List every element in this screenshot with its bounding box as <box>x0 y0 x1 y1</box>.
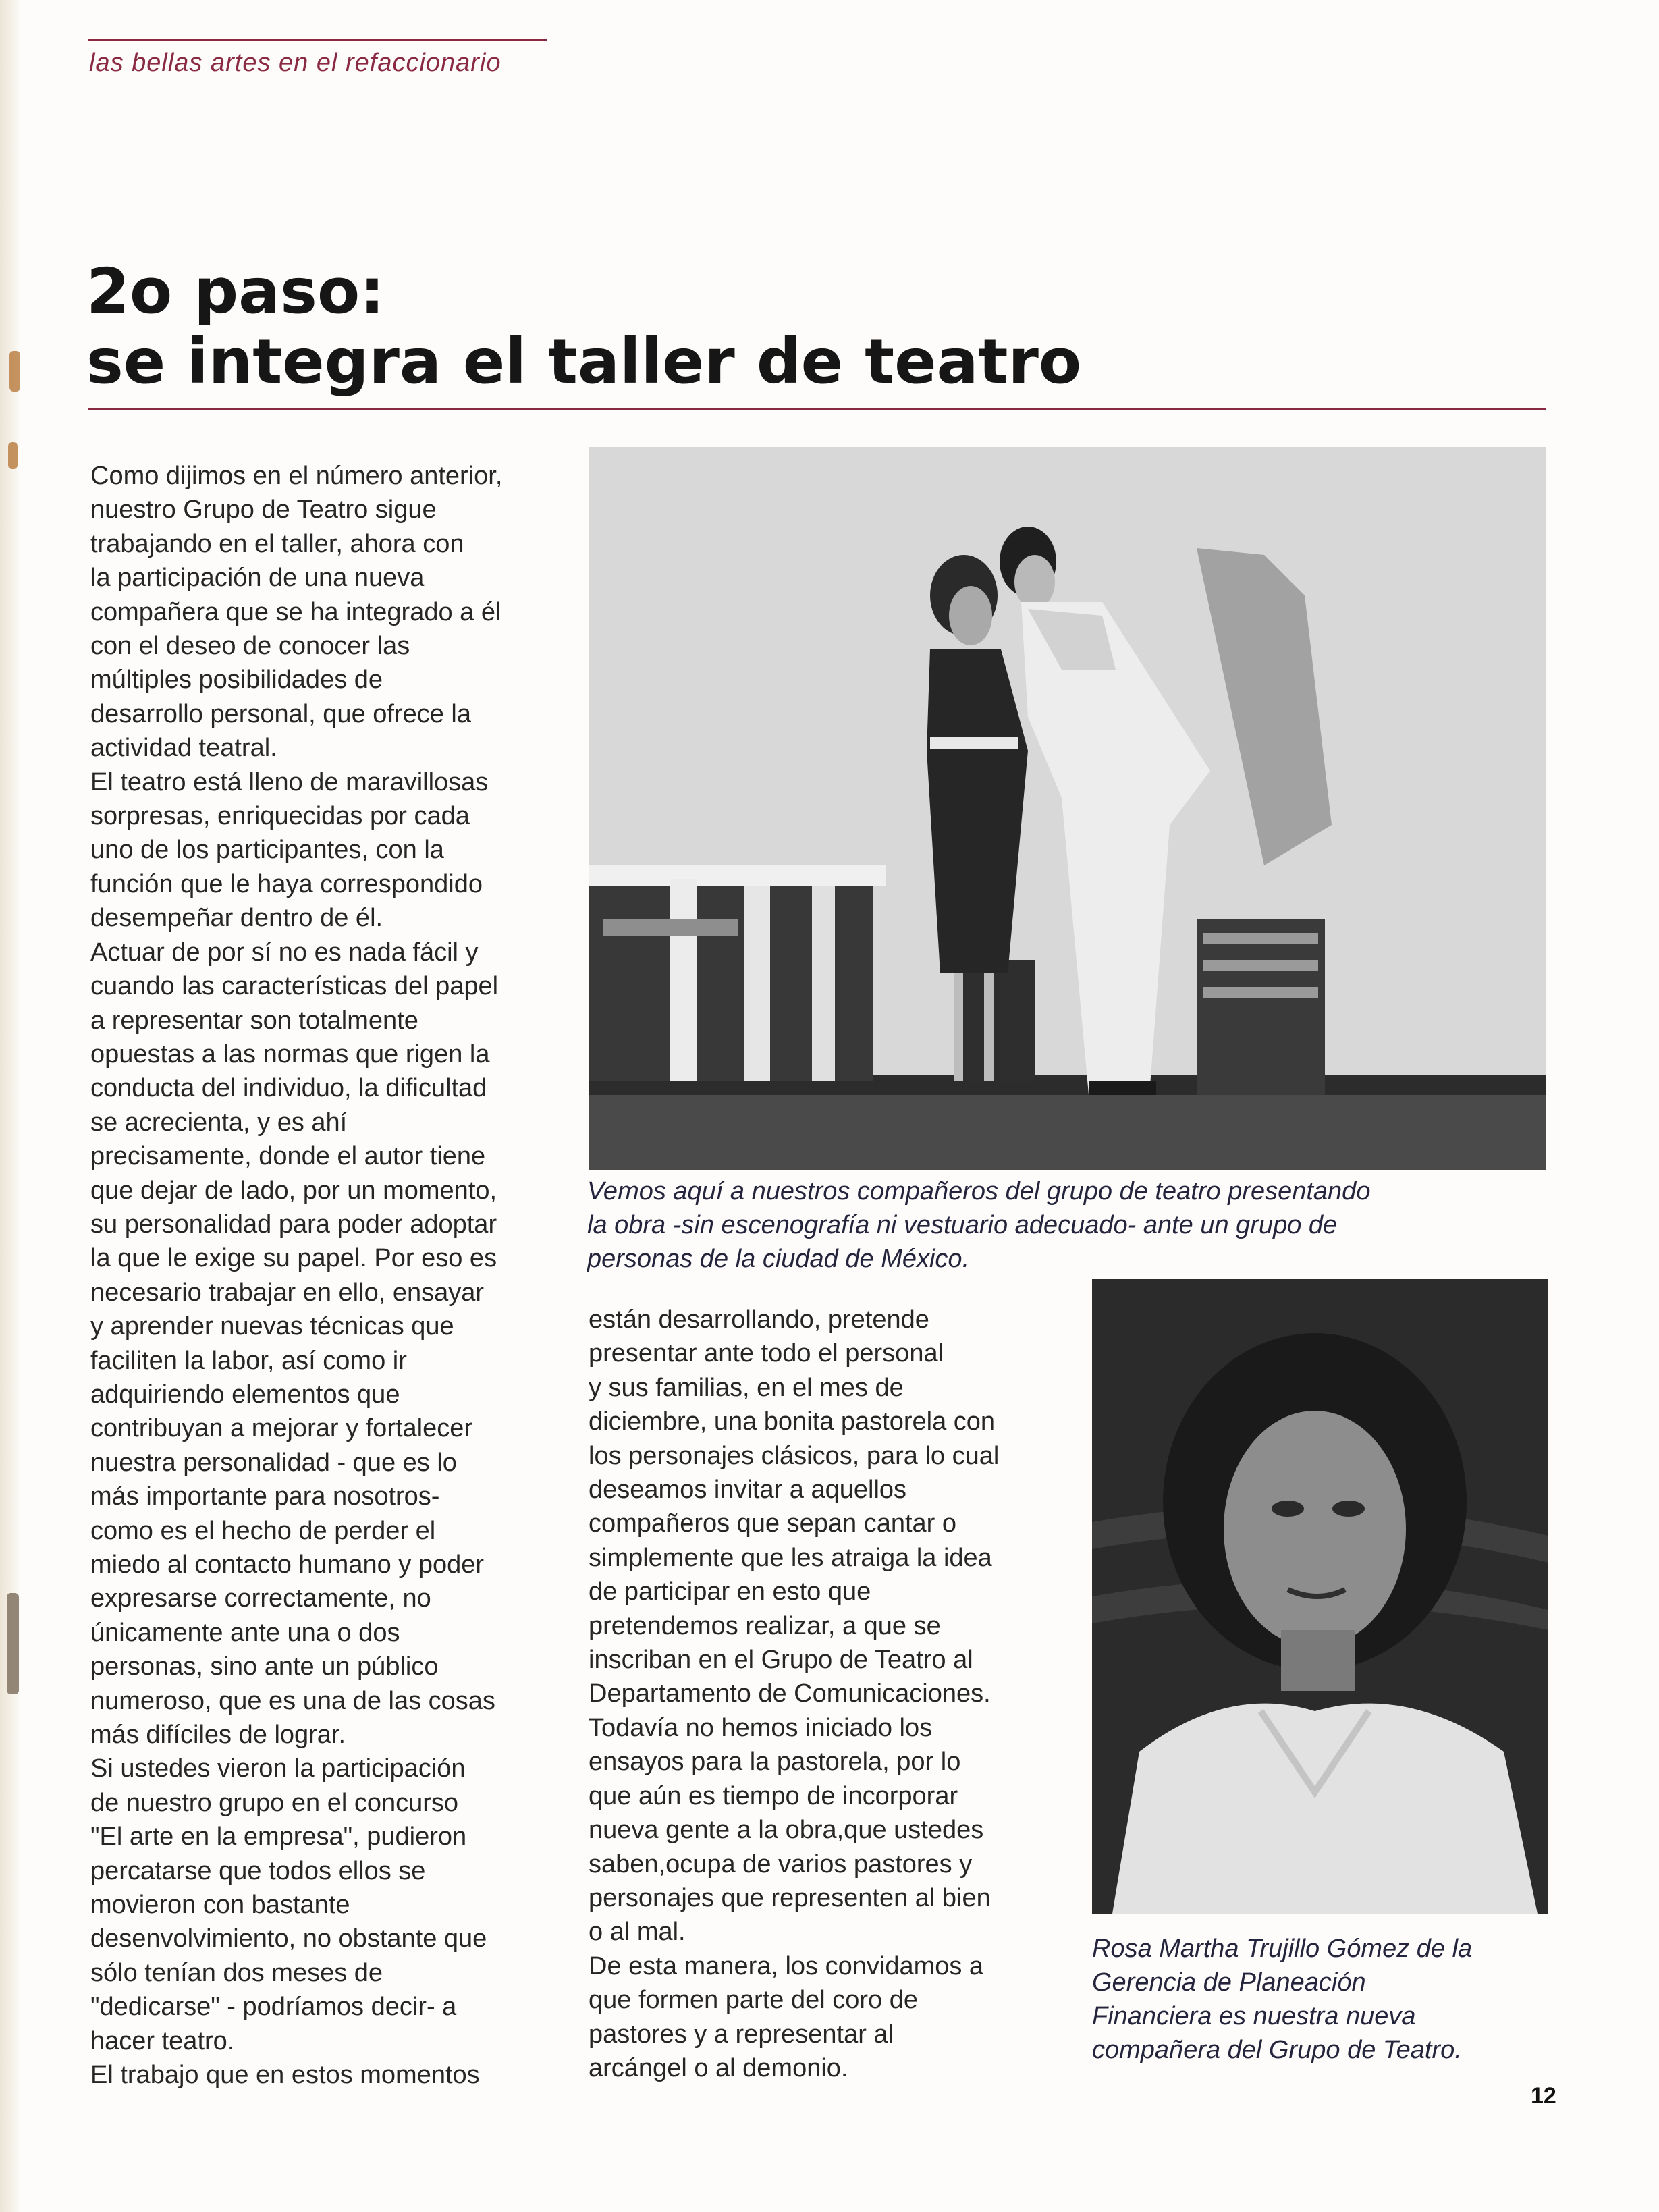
text-line: expresarse correctamente, no <box>90 1584 431 1613</box>
theater-stage-photo <box>589 447 1546 1170</box>
text-line: movieron con bastante <box>90 1891 350 1920</box>
text-line: simplemente que les atraiga la idea <box>589 1543 992 1572</box>
text-line: y aprender nuevas técnicas que <box>90 1312 454 1341</box>
text-line: que formen parte del coro de <box>589 1986 918 2015</box>
text-line: sorpresas, enriquecidas por cada <box>90 802 470 831</box>
text-line: pastores y a representar al <box>589 2020 894 2049</box>
text-line: Como dijimos en el número anterior, <box>90 462 503 490</box>
article-column-2 <box>589 1303 1061 2085</box>
text-line: El teatro está lleno de maravillosas <box>90 767 489 797</box>
text-line: su personalidad para poder adoptar <box>90 1210 497 1239</box>
text-line: miedo al contacto humano y poder <box>90 1550 485 1579</box>
text-line: cuando las características del papel <box>90 972 499 1001</box>
text-line: únicamente ante una o dos <box>90 1618 400 1647</box>
text-line: los personajes clásicos, para lo cual <box>589 1441 1000 1470</box>
article-column-1 <box>90 459 556 2093</box>
text-line: como es el hecho de perder el <box>90 1516 436 1545</box>
text-line: precisamente, donde el autor tiene <box>90 1142 486 1171</box>
text-line: deseamos invitar a aquellos <box>589 1476 907 1505</box>
paper-stain <box>9 351 20 392</box>
text-line: pretendemos realizar, a que se <box>589 1611 941 1640</box>
text-line: uno de los participantes, con la <box>90 836 444 865</box>
text-line: Si ustedes vieron la participación <box>90 1754 466 1783</box>
text-line: función que le haya correspondido <box>90 869 483 898</box>
caption-line: Vemos aquí a nuestros compañeros del grupo de teatro presentando <box>587 1177 1371 1206</box>
text-line: desempeñar dentro de él. <box>90 904 383 933</box>
text-line: faciliten la labor, así como ir <box>90 1346 407 1375</box>
text-line: múltiples posibilidades de <box>90 666 383 695</box>
text-line: "El arte en la empresa", pudieron <box>90 1823 467 1852</box>
text-line: más difíciles de lograr. <box>90 1721 346 1750</box>
caption-line: Rosa Martha Trujillo Gómez de la <box>1092 1935 1473 1963</box>
text-line: Actuar de por sí no es nada fácil y <box>90 938 479 967</box>
text-line: arcángel o al demonio. <box>589 2053 848 2082</box>
text-line: más importante para nosotros- <box>90 1482 440 1511</box>
title-rule <box>88 408 1546 410</box>
text-line: De esta manera, los convidamos a <box>589 1951 984 1980</box>
text-line: personajes que representen al bien <box>589 1883 991 1912</box>
text-line: la participación de una nueva <box>90 564 425 593</box>
text-line: adquiriendo elementos que <box>90 1380 400 1409</box>
page-number: 12 <box>1531 2083 1556 2109</box>
text-line: hacer teatro. <box>90 2026 235 2055</box>
text-line: compañera que se ha integrado a él <box>90 597 501 626</box>
text-line: inscriban en el Grupo de Teatro al <box>589 1646 973 1675</box>
text-line: opuestas a las normas que rigen la <box>90 1040 490 1069</box>
text-line: se acrecienta, y es ahí <box>90 1108 348 1137</box>
text-line: numeroso, que es una de las cosas <box>90 1686 495 1715</box>
text-line: Departamento de Comunicaciones. <box>589 1679 991 1708</box>
text-line: nueva gente a la obra,que ustedes <box>589 1816 984 1845</box>
text-line: trabajando en el taller, ahora con <box>90 529 464 558</box>
text-line: que dejar de lado, por un momento, <box>90 1176 497 1205</box>
text-line: que aún es tiempo de incorporar <box>589 1781 958 1810</box>
portrait-caption <box>1092 1932 1558 2067</box>
portrait-illustration <box>1092 1279 1548 1914</box>
page-edge <box>0 0 20 2212</box>
caption-line: Financiera es nuestra nueva <box>1092 2002 1416 2030</box>
text-line: "dedicarse" - podríamos decir- a <box>90 1993 457 2022</box>
photo-caption <box>587 1175 1552 1276</box>
section-label: las bellas artes en el refaccionario <box>89 49 501 77</box>
text-line: desarrollo personal, que ofrece la <box>90 699 472 728</box>
text-line: de nuestro grupo en el concurso <box>90 1788 459 1817</box>
text-line: Todavía no hemos iniciado los <box>589 1713 933 1742</box>
text-line: de participar en esto que <box>589 1577 871 1607</box>
title-line: 2o paso: <box>86 255 385 327</box>
text-line: con el deseo de conocer las <box>90 632 410 661</box>
text-line: compañeros que sepan cantar o <box>589 1509 957 1538</box>
caption-line: Gerencia de Planeación <box>1092 1968 1366 1997</box>
text-line: nuestro Grupo de Teatro sigue <box>90 495 437 524</box>
caption-line: personas de la ciudad de México. <box>587 1245 970 1273</box>
caption-line: la obra -sin escenografía ni vestuario adecuado- ante un grupo de <box>587 1211 1338 1239</box>
paper-stain <box>8 442 18 469</box>
paper-stain <box>7 1593 19 1694</box>
text-line: saben,ocupa de varios pastores y <box>589 1850 973 1879</box>
text-line: El trabajo que en estos momentos <box>90 2061 480 2090</box>
text-line: actividad teatral. <box>90 734 277 763</box>
text-line: presentar ante todo el personal <box>589 1339 944 1368</box>
text-line: personas, sino ante un público <box>90 1652 439 1681</box>
theater-stage-illustration <box>589 447 1546 1170</box>
article-title <box>86 257 1099 397</box>
text-line: nuestra personalidad - que es lo <box>90 1448 457 1477</box>
portrait-photo <box>1092 1279 1548 1914</box>
caption-line: compañera del Grupo de Teatro. <box>1092 2036 1462 2064</box>
text-line: o al mal. <box>589 1918 686 1947</box>
text-line: ensayos para la pastorela, por lo <box>589 1748 961 1777</box>
text-line: necesario trabajar en ello, ensayar <box>90 1278 485 1307</box>
title-line: se integra el taller de teatro <box>86 325 1082 398</box>
text-line: conducta del individuo, la dificultad <box>90 1074 487 1103</box>
text-line: están desarrollando, pretende <box>589 1305 929 1334</box>
text-line: la que le exige su papel. Por eso es <box>90 1244 497 1273</box>
text-line: contribuyan a mejorar y fortalecer <box>90 1414 473 1443</box>
text-line: diciembre, una bonita pastorela con <box>589 1407 996 1436</box>
text-line: percatarse que todos ellos se <box>90 1856 426 1885</box>
text-line: y sus familias, en el mes de <box>589 1373 904 1402</box>
text-line: desenvolvimiento, no obstante que <box>90 1924 487 1953</box>
header-rule <box>88 39 547 41</box>
text-line: sólo tenían dos meses de <box>90 1958 383 1987</box>
text-line: a representar son totalmente <box>90 1006 418 1035</box>
